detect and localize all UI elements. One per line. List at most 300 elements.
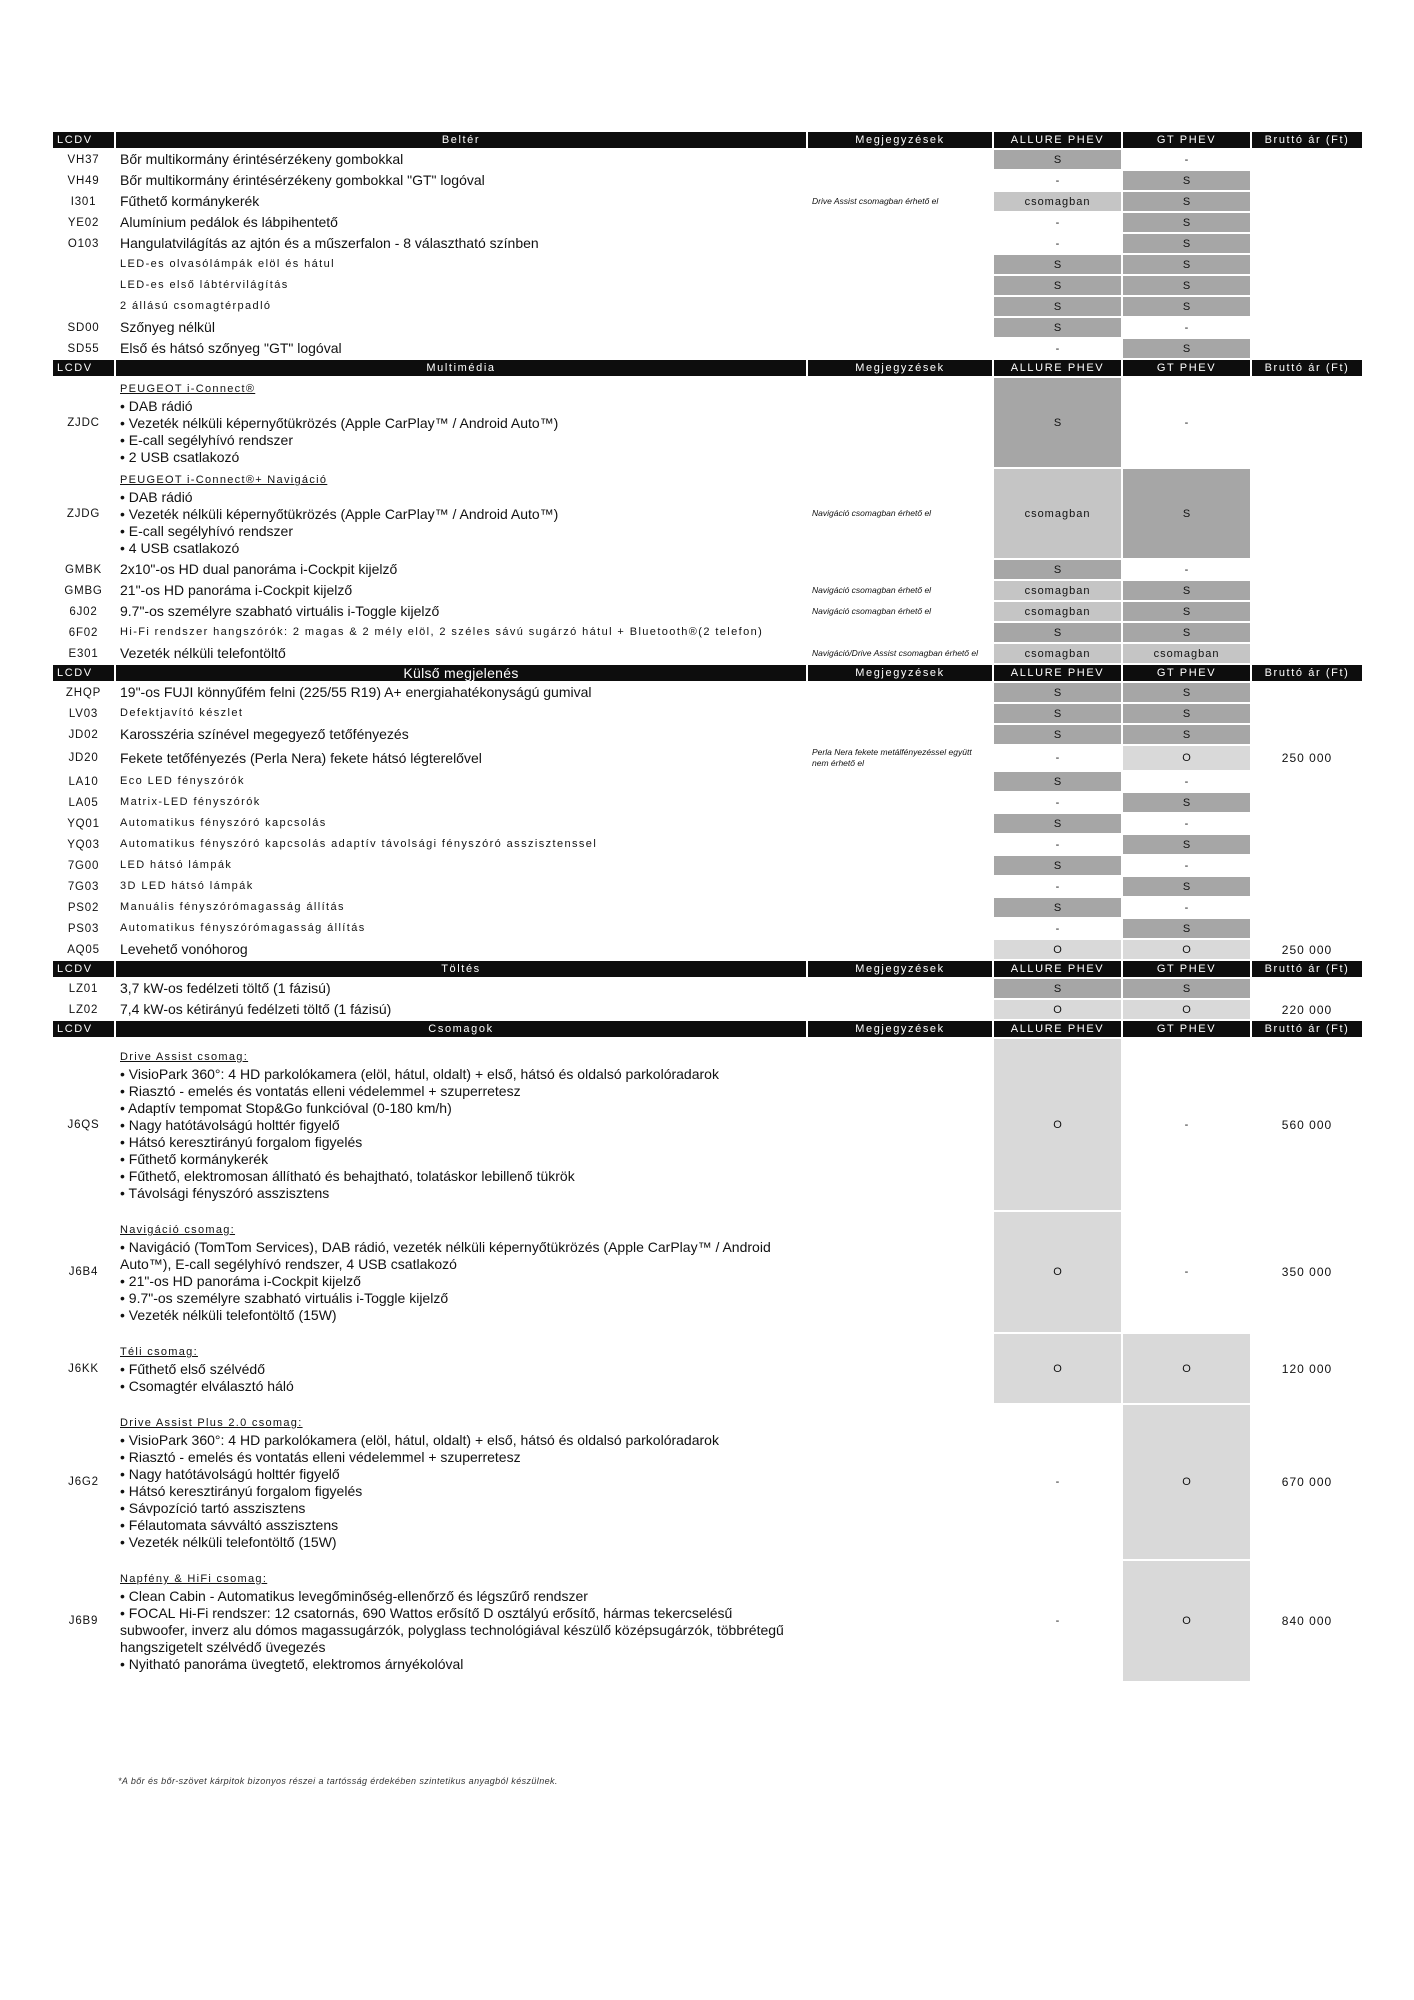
bullet-item: • Félautomata sávváltó asszisztens (120, 1517, 339, 1533)
price-value (1252, 378, 1362, 467)
gt-availability: O (1123, 746, 1250, 770)
allure-availability: S (994, 560, 1121, 579)
table-row (53, 213, 1362, 232)
header-notes: Megjegyzések (808, 1021, 992, 1037)
allure-availability: O (994, 1212, 1121, 1332)
lcdv-code: E301 (68, 647, 99, 660)
table-row (53, 1039, 1362, 1210)
price-value: 560 000 (1281, 1117, 1333, 1132)
price-value (1252, 877, 1362, 896)
gt-availability: S (1123, 469, 1250, 558)
gt-availability: S (1123, 704, 1250, 723)
lcdv-code: VH49 (67, 174, 100, 187)
allure-availability: S (994, 276, 1121, 295)
lcdv-code: ZJDC (67, 416, 100, 429)
header-lcdv: LCDV (53, 1021, 114, 1037)
section-header-toltes (53, 961, 1362, 977)
feature-description: Szőnyeg nélkül (120, 319, 215, 335)
section-title: Töltés (116, 961, 806, 977)
gt-availability: S (1123, 192, 1250, 211)
feature-description: Bőr multikormány érintésérzékeny gombokkal (120, 151, 404, 167)
allure-availability: csomagban (994, 644, 1121, 663)
lcdv-code: YE02 (67, 216, 100, 229)
lcdv-code (53, 255, 114, 274)
gt-availability: - (1184, 153, 1189, 166)
allure-availability: S (994, 255, 1121, 274)
note-text (808, 378, 992, 467)
gt-availability: S (1123, 835, 1250, 854)
price-value (1252, 255, 1362, 274)
lcdv-code: ZJDG (66, 507, 101, 520)
gt-availability: - (1184, 775, 1189, 788)
feature-description: Fekete tetőfényezés (Perla Nera) fekete hátsó légterelővel (120, 749, 482, 766)
bullet-item: • 9.7"-os személyre szabható virtuális i-Toggle kijelző (120, 1290, 449, 1306)
table-row (53, 898, 1362, 917)
note-text (808, 919, 992, 938)
bullet-item: • Nagy hatótávolságú holttér figyelő (120, 1466, 340, 1482)
gt-availability: O (1123, 1561, 1250, 1681)
table-row (53, 378, 1362, 467)
feature-description: LED-es olvasólámpák elöl és hátul (120, 258, 335, 270)
gt-availability: S (1123, 979, 1250, 998)
note-text: Navigáció csomagban érhető el (812, 585, 932, 595)
price-value (1252, 192, 1362, 211)
lcdv-code: J6KK (68, 1362, 99, 1375)
price-value (1252, 835, 1362, 854)
price-value (1252, 213, 1362, 232)
bullet-item: • Hátsó keresztirányú forgalom figyelés (120, 1483, 363, 1499)
header-price: Bruttó ár (Ft) (1252, 665, 1362, 681)
price-value (1252, 234, 1362, 253)
price-value (1252, 171, 1362, 190)
bullet-item: • 21"-os HD panoráma i-Cockpit kijelző (120, 1273, 361, 1289)
table-row (53, 1561, 1362, 1681)
gt-availability: O (1123, 1405, 1250, 1559)
price-value (1252, 683, 1362, 702)
feature-description: Manuális fényszórómagasság állítás (120, 901, 345, 913)
allure-availability: S (994, 683, 1121, 702)
gt-availability: S (1123, 171, 1250, 190)
allure-availability: csomagban (994, 602, 1121, 621)
table-row (53, 297, 1362, 316)
allure-availability: S (994, 814, 1121, 833)
lcdv-code: O103 (67, 237, 100, 250)
allure-availability: - (1055, 922, 1060, 935)
note-text (808, 1000, 992, 1019)
lcdv-code: 7G00 (67, 859, 100, 872)
section-title: Külső megjelenés (116, 665, 806, 681)
lcdv-code: J6B4 (68, 1266, 99, 1278)
table-row (53, 581, 1362, 600)
table-row (53, 318, 1362, 337)
header-allure: ALLURE PHEV (994, 1021, 1121, 1037)
table-row (53, 339, 1362, 358)
lcdv-code: LZ02 (68, 1003, 99, 1016)
note-text (808, 150, 992, 169)
price-value (1252, 704, 1362, 723)
note-text (808, 1405, 992, 1559)
lcdv-code: GMBK (64, 563, 103, 576)
header-notes: Megjegyzések (808, 665, 992, 681)
note-text (808, 255, 992, 274)
gt-availability: - (1184, 901, 1189, 914)
lcdv-code (53, 297, 114, 316)
note-text: Drive Assist csomagban érhető el (812, 196, 939, 206)
package-title: PEUGEOT i-Connect®+ Navigáció (120, 474, 328, 486)
feature-description: 2x10"-os HD dual panoráma i-Cockpit kijelző (120, 561, 398, 577)
lcdv-code: JD02 (68, 728, 99, 741)
table-row (53, 1334, 1362, 1403)
gt-availability: csomagban (1123, 644, 1250, 663)
lcdv-code: 6F02 (68, 626, 99, 639)
gt-availability: - (1184, 859, 1189, 872)
note-text (808, 297, 992, 316)
allure-availability: O (994, 940, 1121, 959)
gt-availability: S (1123, 234, 1250, 253)
table-row (53, 1212, 1362, 1332)
price-value (1252, 318, 1362, 337)
note-text (808, 979, 992, 998)
price-value (1252, 793, 1362, 812)
lcdv-code: PS03 (67, 922, 100, 935)
note-text (808, 318, 992, 337)
allure-availability: csomagban (994, 192, 1121, 211)
gt-availability: - (1184, 563, 1189, 576)
price-value: 120 000 (1281, 1361, 1333, 1376)
note-text (808, 704, 992, 723)
table-row (53, 746, 1362, 770)
bullet-item: • DAB rádió (120, 398, 193, 414)
price-value (1252, 979, 1362, 998)
header-allure: ALLURE PHEV (994, 132, 1121, 148)
bullet-item: • VisioPark 360°: 4 HD parkolókamera (elöl, hátul, oldalt) + első, hátsó és oldalsó parkolóradarok (120, 1432, 719, 1448)
price-value (1252, 919, 1362, 938)
lcdv-code: SD55 (67, 342, 100, 355)
header-notes: Megjegyzések (808, 132, 992, 148)
table-row (53, 560, 1362, 579)
allure-availability: - (1055, 1476, 1060, 1488)
allure-availability: O (994, 1039, 1121, 1210)
gt-availability: S (1123, 919, 1250, 938)
package-title: Drive Assist csomag: (120, 1051, 249, 1063)
feature-description: LED-es első lábtérvilágítás (120, 279, 289, 291)
lcdv-code: LA10 (68, 775, 99, 788)
price-value (1252, 581, 1362, 600)
price-value: 220 000 (1281, 1002, 1333, 1017)
lcdv-code: J6QS (67, 1118, 100, 1131)
lcdv-code: LZ01 (68, 982, 99, 995)
note-text (808, 835, 992, 854)
feature-description: 3,7 kW-os fedélzeti töltő (1 fázisú) (120, 980, 331, 996)
allure-availability: S (994, 378, 1121, 467)
gt-availability: S (1123, 255, 1250, 274)
header-gt: GT PHEV (1123, 360, 1250, 376)
note-text (808, 1039, 992, 1210)
bullet-item: • Riasztó - emelés és vontatás elleni védelemmel + szuperretesz (120, 1083, 521, 1099)
lcdv-code: 7G03 (67, 880, 100, 893)
lcdv-code: J6G2 (68, 1476, 99, 1488)
feature-description (116, 1212, 806, 1332)
allure-availability: S (994, 318, 1121, 337)
feature-description: Első és hátsó szőnyeg "GT" logóval (120, 340, 342, 356)
gt-availability: - (1184, 321, 1189, 334)
table-row (53, 877, 1362, 896)
note-text (808, 560, 992, 579)
gt-availability: S (1123, 877, 1250, 896)
note-text (808, 772, 992, 791)
section-header-multimedia (53, 360, 1362, 376)
package-title: PEUGEOT i-Connect® (120, 383, 256, 395)
feature-description (116, 1334, 806, 1403)
header-notes: Megjegyzések (808, 360, 992, 376)
package-title: Navigáció csomag: (120, 1224, 236, 1236)
table-row (53, 1405, 1362, 1559)
note-text (808, 623, 992, 642)
header-price: Bruttó ár (Ft) (1252, 132, 1362, 148)
bullet-item: • E-call segélyhívó rendszer (120, 523, 293, 539)
feature-description: Levehető vonóhorog (120, 941, 248, 957)
price-value (1252, 150, 1362, 169)
note-text (808, 213, 992, 232)
lcdv-code (53, 276, 114, 295)
lcdv-code: I301 (70, 195, 97, 208)
feature-description: 3D LED hátsó lámpák (120, 880, 254, 892)
feature-description: Bőr multikormány érintésérzékeny gombokkal "GT" logóval (120, 172, 485, 188)
allure-availability: - (1055, 796, 1060, 809)
gt-availability: S (1123, 213, 1250, 232)
bullet-item: • Vezeték nélküli képernyőtükrözés (Apple CarPlay™ / Android Auto™) (120, 415, 559, 431)
feature-description: Hi-Fi rendszer hangszórók: 2 magas & 2 mély elöl, 2 széles sávú sugárzó hátul + Bluetooth®(2 telefon) (120, 626, 764, 638)
lcdv-code: YQ01 (67, 817, 100, 830)
gt-availability: S (1123, 581, 1250, 600)
price-list-sheet (51, 130, 1363, 1683)
bullet-item: • Csomagtér elválasztó háló (120, 1378, 294, 1394)
bullet-item: • Nyitható panoráma üvegtető, elektromos árnyékolóval (120, 1656, 464, 1672)
gt-availability: - (1184, 1118, 1189, 1131)
gt-availability: S (1123, 623, 1250, 642)
lcdv-code: JD20 (68, 752, 99, 764)
bullet-item: • Adaptív tempomat Stop&Go funkcióval (0-180 km/h) (120, 1100, 452, 1116)
lcdv-code: J6B9 (68, 1615, 99, 1627)
header-lcdv: LCDV (53, 961, 114, 977)
note-text: Navigáció/Drive Assist csomagban érhető el (812, 648, 978, 658)
feature-description: Eco LED fényszórók (120, 775, 245, 787)
allure-availability: - (1055, 752, 1060, 764)
bullet-item: • Vezeték nélküli telefontöltő (15W) (120, 1534, 337, 1550)
table-row (53, 150, 1362, 169)
gt-availability: O (1123, 1000, 1250, 1019)
note-text: Perla Nera fekete metálfényezéssel együtt nem érhető el (812, 747, 972, 768)
allure-availability: S (994, 856, 1121, 875)
note-text (808, 1334, 992, 1403)
table-row (53, 704, 1362, 723)
table-row (53, 192, 1362, 211)
bullet-item: • Hátsó keresztirányú forgalom figyelés (120, 1134, 363, 1150)
lcdv-code: ZHQP (65, 686, 102, 699)
gt-availability: O (1123, 1334, 1250, 1403)
gt-availability: S (1123, 793, 1250, 812)
note-text (808, 898, 992, 917)
table-row (53, 469, 1362, 558)
feature-description: Alumínium pedálok és lábpihentető (120, 214, 338, 230)
header-price: Bruttó ár (Ft) (1252, 360, 1362, 376)
price-value (1252, 469, 1362, 558)
table-row (53, 919, 1362, 938)
allure-availability: S (994, 297, 1121, 316)
price-value (1252, 725, 1362, 744)
price-value (1252, 898, 1362, 917)
header-gt: GT PHEV (1123, 132, 1250, 148)
table-row (53, 940, 1362, 959)
lcdv-code: LV03 (68, 707, 99, 720)
table-row (53, 276, 1362, 295)
note-text (808, 856, 992, 875)
bullet-item: • DAB rádió (120, 489, 193, 505)
gt-availability: - (1184, 416, 1189, 429)
allure-availability: - (1055, 174, 1060, 187)
bullet-item: • Fűthető kormánykerék (120, 1151, 269, 1167)
feature-description: LED hátsó lámpák (120, 859, 233, 871)
package-title: Téli csomag: (120, 1346, 198, 1358)
section-title: Multimédia (116, 360, 806, 376)
table-row (53, 979, 1362, 998)
bullet-item: • 4 USB csatlakozó (120, 540, 240, 556)
allure-availability: S (994, 150, 1121, 169)
table-row (53, 255, 1362, 274)
feature-description: 7,4 kW-os kétirányú fedélzeti töltő (1 fázisú) (120, 1001, 392, 1017)
table-row (53, 602, 1362, 621)
feature-description: 9.7"-os személyre szabható virtuális i-Toggle kijelző (120, 603, 440, 619)
table-row (53, 856, 1362, 875)
allure-availability: csomagban (994, 581, 1121, 600)
header-allure: ALLURE PHEV (994, 665, 1121, 681)
gt-availability: S (1123, 725, 1250, 744)
allure-availability: S (994, 979, 1121, 998)
price-value: 670 000 (1281, 1475, 1333, 1489)
feature-description: Automatikus fényszóró kapcsolás adaptív távolsági fényszóró asszisztenssel (120, 838, 598, 850)
note-text (808, 171, 992, 190)
note-text (808, 276, 992, 295)
lcdv-code: VH37 (67, 153, 100, 166)
bullet-item: • Nagy hatótávolságú holttér figyelő (120, 1117, 340, 1133)
bullet-item: • Navigáció (TomTom Services), DAB rádió, vezeték nélküli képernyőtükrözés (Apple CarPlay™ / Android Auto™), E-call segélyhívó rendszer, 4 USB csatlakozó (120, 1239, 771, 1272)
lcdv-code: SD00 (67, 321, 100, 334)
allure-availability: - (1055, 880, 1060, 893)
section-header-belter (53, 132, 1362, 148)
feature-description: Vezeték nélküli telefontöltő (120, 645, 286, 661)
gt-availability: S (1123, 683, 1250, 702)
bullet-item: • Vezeték nélküli telefontöltő (15W) (120, 1307, 337, 1323)
section-header-kulso (53, 665, 1362, 681)
note-text (808, 877, 992, 896)
bullet-item: • VisioPark 360°: 4 HD parkolókamera (elöl, hátul, oldalt) + első, hátsó és oldalsó parkolóradarok (120, 1066, 719, 1082)
equipment-table (51, 130, 1364, 1683)
table-row (53, 683, 1362, 702)
allure-availability: - (1055, 237, 1060, 250)
table-row (53, 644, 1362, 663)
header-allure: ALLURE PHEV (994, 360, 1121, 376)
gt-availability: S (1123, 297, 1250, 316)
gt-availability: S (1123, 276, 1250, 295)
feature-description: Hangulatvilágítás az ajtón és a műszerfalon - 8 választható színben (120, 235, 539, 251)
allure-availability: - (1055, 838, 1060, 851)
table-row (53, 1000, 1362, 1019)
header-price: Bruttó ár (Ft) (1252, 1021, 1362, 1037)
allure-availability: - (1055, 342, 1060, 355)
lcdv-code: LA05 (68, 796, 99, 809)
lcdv-code: PS02 (67, 901, 100, 914)
feature-description: 2 állású csomagtérpadló (120, 300, 272, 312)
feature-description (116, 1561, 806, 1681)
table-row (53, 171, 1362, 190)
table-row (53, 814, 1362, 833)
gt-availability: O (1123, 940, 1250, 959)
feature-description: Fűthető kormánykerék (120, 193, 260, 209)
package-title: Napfény & HiFi csomag: (120, 1573, 268, 1585)
section-title: Beltér (116, 132, 806, 148)
price-value (1252, 623, 1362, 642)
header-gt: GT PHEV (1123, 665, 1250, 681)
allure-availability: O (994, 1000, 1121, 1019)
note-text (808, 339, 992, 358)
bullet-item: • Riasztó - emelés és vontatás elleni védelemmel + szuperretesz (120, 1449, 521, 1465)
price-value (1252, 276, 1362, 295)
note-text (808, 940, 992, 959)
allure-availability: csomagban (994, 469, 1121, 558)
header-price: Bruttó ár (Ft) (1252, 961, 1362, 977)
footnote: *A bőr és bőr-szövet kárpitok bizonyos részei a tartósság érdekében szintetikus anyagból készülnek. (118, 1776, 558, 1786)
header-lcdv: LCDV (53, 665, 114, 681)
table-row (53, 835, 1362, 854)
note-text (808, 725, 992, 744)
price-value (1252, 644, 1362, 663)
header-lcdv: LCDV (53, 360, 114, 376)
price-value: 250 000 (1281, 751, 1333, 765)
feature-description (116, 1039, 806, 1210)
bullet-item: • FOCAL Hi-Fi rendszer: 12 csatornás, 690 Wattos erősítő D osztályú erősítő, hármas tekercselésű subwoofer, inverz alu dómos magassugárzók, polyglass technológiával készülő középsugárzók, többrétegű hangszigetelt szélvédő üvegezés (120, 1605, 784, 1655)
price-value (1252, 814, 1362, 833)
package-title: Drive Assist Plus 2.0 csomag: (120, 1417, 303, 1429)
note-text (808, 1212, 992, 1332)
allure-availability: - (1055, 1615, 1060, 1627)
header-notes: Megjegyzések (808, 961, 992, 977)
lcdv-code: GMBG (64, 584, 103, 597)
gt-availability: - (1184, 817, 1189, 830)
price-value (1252, 297, 1362, 316)
price-value (1252, 602, 1362, 621)
header-allure: ALLURE PHEV (994, 961, 1121, 977)
feature-description: Matrix-LED fényszórók (120, 796, 261, 808)
table-row (53, 772, 1362, 791)
note-text (808, 234, 992, 253)
feature-description: 21"-os HD panoráma i-Cockpit kijelző (120, 582, 353, 598)
allure-availability: S (994, 772, 1121, 791)
allure-availability: S (994, 725, 1121, 744)
price-value (1252, 339, 1362, 358)
section-title: Csomagok (116, 1021, 806, 1037)
table-row (53, 793, 1362, 812)
bullet-item: • Fűthető, elektromosan állítható és behajtható, tolatáskor lebillenő tükrök (120, 1168, 575, 1184)
table-row (53, 234, 1362, 253)
lcdv-code: AQ05 (67, 943, 100, 956)
bullet-item: • Távolsági fényszóró asszisztens (120, 1185, 330, 1201)
allure-availability: S (994, 623, 1121, 642)
price-value (1252, 856, 1362, 875)
bullet-item: • Sávpozíció tartó asszisztens (120, 1500, 306, 1516)
gt-availability: - (1184, 1266, 1189, 1278)
header-lcdv: LCDV (53, 132, 114, 148)
feature-description: Automatikus fényszóró kapcsolás (120, 817, 327, 829)
